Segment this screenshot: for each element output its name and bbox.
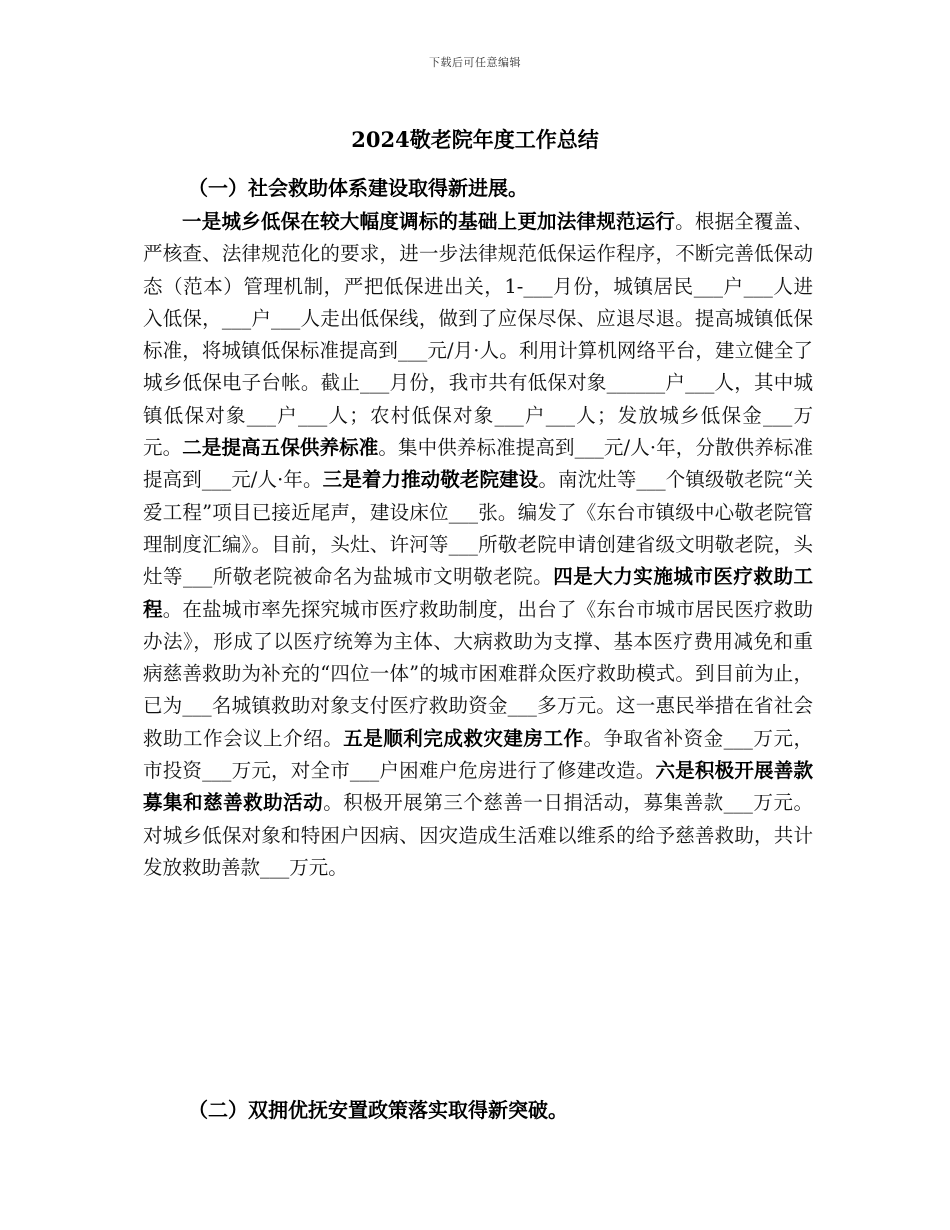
point-4-heading: 四是大力实施城市医疗救助工程 bbox=[143, 565, 813, 621]
document-title: 2024敬老院年度工作总结 bbox=[351, 127, 599, 152]
point-1-heading: 一是城乡低保在较大幅度调标的基础上更加法律规范运行 bbox=[182, 210, 676, 233]
point-1-text: 。根据全覆盖、严核查、法律规范化的要求，进一步法律规范低保运作程序，不断完善低保动态（范本）管理机制，严把低保进出关，1-___月份，城镇居民___户___人进入低保，___户___人走出低保线，做到了应保尽保、应退尽退。提高城镇低保标准，将城镇低保标准提高到___元/月·人。利用计算机网络平台，建立健全了城乡低保电子台帐。截止___月份，我市共有低保对象______户___人，其中城镇低保对象___户___人；农村低保对象___户___人；发放城乡低保金___万元。 bbox=[143, 210, 813, 460]
point-3-text: 。南沈灶等___个镇级敬老院“关爱工程”项目已接近尾声，建设床位___张。编发了《东台市镇级中心敬老院管理制度汇编》。目前，头灶、许河等___所敬老院申请创建省级文明敬老院，头灶等___所敬老院被命名为盐城市文明敬老院。 bbox=[143, 468, 813, 589]
point-5-text: 。争取省补资金___万元，市投资___万元，对全市___户困难户危房进行了修建改造。 bbox=[143, 726, 813, 783]
body-paragraph bbox=[143, 206, 813, 884]
section-heading-2: （二）双拥优抚安置政策落实取得新突破。 bbox=[188, 1098, 568, 1122]
point-6-heading: 六是积极开展善款募集和慈善救助活动 bbox=[143, 759, 813, 815]
section-heading-1: （一）社会救助体系建设取得新进展。 bbox=[188, 176, 528, 200]
point-6-text: 。积极开展第三个慈善一日捐活动，募集善款___万元。对城乡低保对象和特困户因病、因灾造成生活难以维系的给予慈善救助，共计发放救助善款___万元。 bbox=[143, 791, 813, 879]
point-4-text: 。在盐城市率先探究城市医疗救助制度，出台了《东台市城市居民医疗救助办法》，形成了以医疗统筹为主体、大病救助为支撑、基本医疗费用减免和重病慈善救助为补充的“四位一体”的城市困难群众医疗救助模式。到目前为止，已为___名城镇救助对象支付医疗救助资金___多万元。这一惠民举措在省社会救助工作会议上介绍。 bbox=[143, 597, 813, 750]
point-2-text: 。集中供养标准提高到___元/人·年，分散供养标准提高到___元/人·年。 bbox=[143, 436, 813, 492]
point-2-heading: 二是提高五保供养标准 bbox=[182, 436, 379, 460]
header-note: 下载后可任意编辑 bbox=[429, 56, 521, 69]
point-5-heading: 五是顺利完成救灾建房工作 bbox=[343, 726, 584, 750]
point-3-heading: 三是着力推动敬老院建设 bbox=[322, 468, 539, 492]
